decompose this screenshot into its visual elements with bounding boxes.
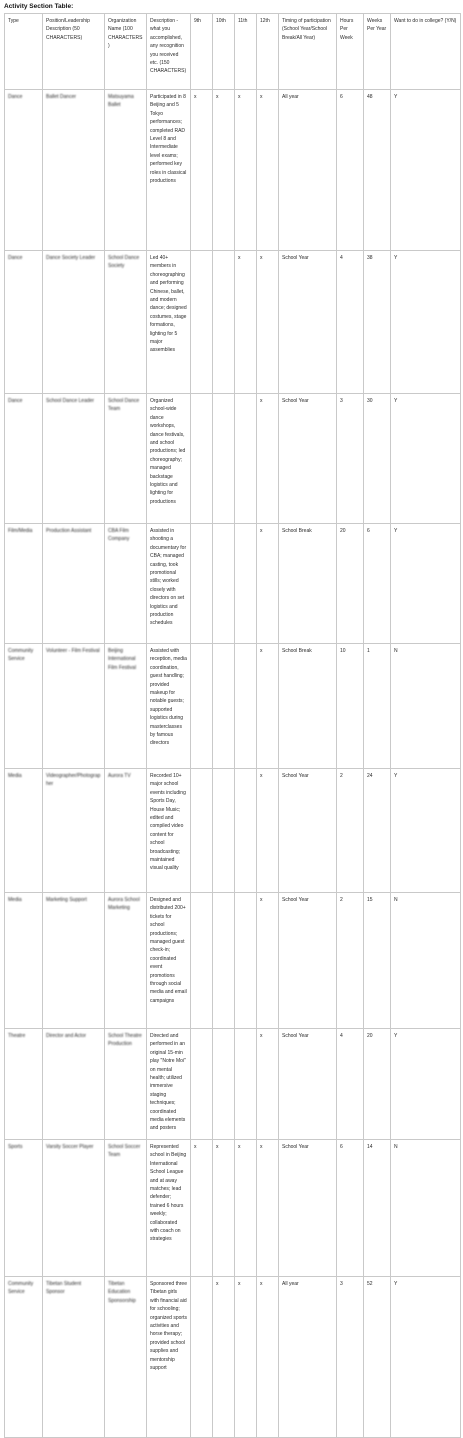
table-row: [5, 1277, 461, 1438]
cell-grade-10: [213, 1029, 235, 1140]
cell-hours: 2: [337, 769, 364, 893]
cell-grade-10: [213, 524, 235, 644]
cell-hours: 20: [337, 524, 364, 644]
cell-hours: 2: [337, 893, 364, 1029]
table-row: [5, 893, 461, 1029]
cell-grade-12: x: [257, 251, 279, 394]
table-row: [5, 644, 461, 769]
cell-timing: School Year: [279, 1140, 337, 1277]
cell-grade-10: [213, 394, 235, 524]
cell-timing: School Year: [279, 394, 337, 524]
cell-organization: School Theatre Production: [105, 1029, 147, 1140]
cell-position: Tibetan Student Sponsor: [43, 1277, 105, 1438]
cell-position: Dance Society Leader: [43, 251, 105, 394]
cell-timing: School Year: [279, 769, 337, 893]
header-grade-10: 10th: [213, 14, 235, 90]
cell-position: Videographer/Photographer: [43, 769, 105, 893]
table-row: [5, 524, 461, 644]
cell-grade-10: x: [213, 1140, 235, 1277]
cell-position: Director and Actor: [43, 1029, 105, 1140]
cell-grade-11: [235, 394, 257, 524]
cell-grade-10: x: [213, 1277, 235, 1438]
cell-timing: School Break: [279, 644, 337, 769]
cell-type: Dance: [5, 251, 43, 394]
cell-grade-11: [235, 1029, 257, 1140]
cell-organization: School Dance Society: [105, 251, 147, 394]
cell-organization: CBA Film Company: [105, 524, 147, 644]
cell-grade-11: x: [235, 90, 257, 251]
cell-grade-12: x: [257, 90, 279, 251]
cell-grade-12: x: [257, 644, 279, 769]
cell-hours: 3: [337, 1277, 364, 1438]
cell-type: Dance: [5, 394, 43, 524]
cell-hours: 3: [337, 394, 364, 524]
header-college: Want to do in college? (Y/N): [391, 14, 461, 90]
cell-grade-10: [213, 769, 235, 893]
cell-organization: School Dance Team: [105, 394, 147, 524]
cell-hours: 6: [337, 90, 364, 251]
cell-grade-12: x: [257, 524, 279, 644]
cell-weeks: 15: [364, 893, 391, 1029]
cell-hours: 6: [337, 1140, 364, 1277]
cell-grade-9: [191, 394, 213, 524]
page-title: Activity Section Table:: [4, 3, 74, 10]
cell-type: Film/Media: [5, 524, 43, 644]
cell-type: Media: [5, 769, 43, 893]
cell-grade-10: [213, 251, 235, 394]
header-position: Position/Leadership Description (50 CHARACTERS): [43, 14, 105, 90]
cell-grade-9: x: [191, 1140, 213, 1277]
cell-type: Sports: [5, 1140, 43, 1277]
cell-organization: Aurora School Marketing: [105, 893, 147, 1029]
cell-position: Production Assistant: [43, 524, 105, 644]
cell-grade-11: [235, 893, 257, 1029]
table-row: [5, 251, 461, 394]
header-organization: Organization Name (100 CHARACTERS): [105, 14, 147, 90]
cell-organization: Tibetan Education Sponsorship: [105, 1277, 147, 1438]
cell-grade-12: x: [257, 1029, 279, 1140]
cell-grade-12: x: [257, 1140, 279, 1277]
cell-grade-12: x: [257, 893, 279, 1029]
cell-grade-9: [191, 893, 213, 1029]
cell-type: Theatre: [5, 1029, 43, 1140]
cell-weeks: 30: [364, 394, 391, 524]
table-row: [5, 1140, 461, 1277]
cell-grade-9: [191, 251, 213, 394]
cell-weeks: 20: [364, 1029, 391, 1140]
cell-grade-9: [191, 1029, 213, 1140]
table-body: [5, 90, 461, 1438]
cell-description: Assisted in shooting a documentary for CBA; managed casting, took promotional stills; worked closely with directors on set logistics and production schedules: [147, 524, 191, 644]
cell-description: Organized school-wide dance workshops, dance festivals, and school productions; led choreography; managed backstage logistics and lighting for productions: [147, 394, 191, 524]
cell-grade-9: [191, 524, 213, 644]
cell-grade-11: [235, 524, 257, 644]
cell-type: Community Service: [5, 644, 43, 769]
cell-grade-9: [191, 1277, 213, 1438]
cell-grade-11: x: [235, 1277, 257, 1438]
cell-college: Y: [391, 769, 461, 893]
cell-type: Community Service: [5, 1277, 43, 1438]
cell-grade-9: [191, 769, 213, 893]
cell-weeks: 48: [364, 90, 391, 251]
cell-grade-10: [213, 644, 235, 769]
cell-weeks: 52: [364, 1277, 391, 1438]
cell-grade-10: x: [213, 90, 235, 251]
table-row: [5, 1029, 461, 1140]
cell-grade-12: x: [257, 1277, 279, 1438]
cell-college: N: [391, 644, 461, 769]
cell-organization: School Soccer Team: [105, 1140, 147, 1277]
cell-college: Y: [391, 1029, 461, 1140]
cell-organization: Beijing International Film Festival: [105, 644, 147, 769]
cell-timing: School Year: [279, 1029, 337, 1140]
cell-timing: All year: [279, 90, 337, 251]
cell-description: Designed and distributed 200+ tickets for school productions; managed guest check-in; coordinated event promotions through social media and email campaigns: [147, 893, 191, 1029]
cell-position: School Dance Leader: [43, 394, 105, 524]
cell-grade-11: x: [235, 251, 257, 394]
cell-college: Y: [391, 90, 461, 251]
header-timing: Timing of participation (School Year/School Break/All Year): [279, 14, 337, 90]
cell-grade-11: [235, 644, 257, 769]
cell-grade-12: x: [257, 394, 279, 524]
header-grade-11: 11th: [235, 14, 257, 90]
cell-hours: 10: [337, 644, 364, 769]
cell-weeks: 24: [364, 769, 391, 893]
cell-timing: School Break: [279, 524, 337, 644]
cell-type: Media: [5, 893, 43, 1029]
cell-hours: 4: [337, 1029, 364, 1140]
cell-grade-10: [213, 893, 235, 1029]
cell-description: Led 40+ members in choreographing and performing Chinese, ballet, and modern dance; designed costumes, stage formations, lighting for 5 major assemblies: [147, 251, 191, 394]
cell-organization: Matsuyama Ballet: [105, 90, 147, 251]
cell-description: Assisted with reception, media coordination, guest handling; provided makeup for notable guests; supported logistics during masterclasses by famous directors: [147, 644, 191, 769]
cell-grade-9: [191, 644, 213, 769]
cell-weeks: 38: [364, 251, 391, 394]
cell-description: Recorded 10+ major school events including Sports Day, House Music; edited and compiled video content for school broadcasting; maintained visual quality: [147, 769, 191, 893]
activity-table: [4, 13, 461, 1438]
cell-weeks: 1: [364, 644, 391, 769]
cell-description: Directed and performed in an original 15-min play "Notre Moi" on mental health; utilized immersive staging techniques; coordinated media elements and posters: [147, 1029, 191, 1140]
cell-timing: School Year: [279, 251, 337, 394]
cell-type: Dance: [5, 90, 43, 251]
cell-college: Y: [391, 524, 461, 644]
table-row: [5, 769, 461, 893]
cell-organization: Aurora TV: [105, 769, 147, 893]
cell-college: N: [391, 1140, 461, 1277]
header-type: Type: [5, 14, 43, 90]
cell-description: Participated in 8 Beijing and 5 Tokyo performances; completed RAD Level 8 and Intermediate level exams; performed key roles in classical productions: [147, 90, 191, 251]
table-row: [5, 394, 461, 524]
cell-position: Volunteer - Film Festival: [43, 644, 105, 769]
cell-college: Y: [391, 1277, 461, 1438]
cell-timing: School Year: [279, 893, 337, 1029]
cell-position: Marketing Support: [43, 893, 105, 1029]
table-row: [5, 90, 461, 251]
cell-grade-9: x: [191, 90, 213, 251]
table-header-row: [5, 14, 461, 90]
cell-timing: All year: [279, 1277, 337, 1438]
cell-weeks: 14: [364, 1140, 391, 1277]
cell-grade-12: x: [257, 769, 279, 893]
cell-position: Varsity Soccer Player: [43, 1140, 105, 1277]
cell-description: Represented school in Beijing International School League and at away matches; lead defender; trained 6 hours weekly; collaborated with coach on strategies: [147, 1140, 191, 1277]
cell-college: N: [391, 893, 461, 1029]
cell-college: Y: [391, 394, 461, 524]
cell-description: Sponsored three Tibetan girls with financial aid for schooling; organized sports activities and horse therapy; provided school supplies and mentorship support: [147, 1277, 191, 1438]
cell-weeks: 6: [364, 524, 391, 644]
cell-college: Y: [391, 251, 461, 394]
header-hours: Hours Per Week: [337, 14, 364, 90]
cell-position: Ballet Dancer: [43, 90, 105, 251]
header-description: Description - what you accomplished, any recognition you received etc. (150 CHARACTERS): [147, 14, 191, 90]
header-weeks: Weeks Per Year: [364, 14, 391, 90]
header-grade-9: 9th: [191, 14, 213, 90]
cell-hours: 4: [337, 251, 364, 394]
cell-grade-11: x: [235, 1140, 257, 1277]
cell-grade-11: [235, 769, 257, 893]
header-grade-12: 12th: [257, 14, 279, 90]
